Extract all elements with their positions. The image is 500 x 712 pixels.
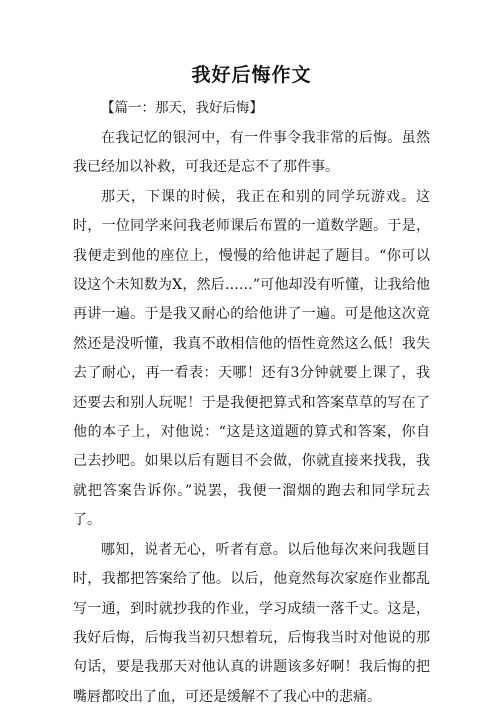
- paragraph-1: 在我记忆的银河中，有一件事令我非常的后悔。虽然我已经加以补救，可我还是忘不了那件事。: [73, 130, 430, 176]
- document-title: 我好后悔作文: [191, 64, 312, 86]
- paragraph-2: 那天，下课的时候，我正在和别的同学玩游戏。这时，一位同学来问我老师课后布置的一道数学题。于是，我便走到他的座位上，慢慢的给他讲起了题目。“你可以设这个未知数为X，然后……”可他却没有听懂，让我给他再讲一遍。于是我又耐心的给他讲了一遍。可是他这次竟然还是没听懂，我真不敢相信他的悟性竟然这么低！我失去了耐心，再一看表：天哪！还有3分钟就要上课了，我还要去和别人玩呢！于是我便把算式和答案草草的写在了他的本子上，对他说：“这是这道题的算式和答案，你自己去抄吧。如果以后有题目不会做，你就直接来找我，我就把答案告诉你。”说罢，我便一溜烟的跑去和同学玩去了。: [73, 188, 430, 529]
- paragraph-3: 哪知，说者无心，听者有意。以后他每次来问我题目时，我都把答案给了他。以后，他竟然每次家庭作业都乱写一通，到时就抄我的作业，学习成绩一落千丈。这是，我好后悔，后悔我当初只想着玩，后悔我当时对他说的那句话，要是我那天对他认真的讲题该多好啊！我后悔的把嘴唇都咬出了血，可还是缓解不了我心中的悲痛。: [73, 541, 430, 705]
- section-label: 【篇一：那天，我好后悔】: [101, 100, 263, 116]
